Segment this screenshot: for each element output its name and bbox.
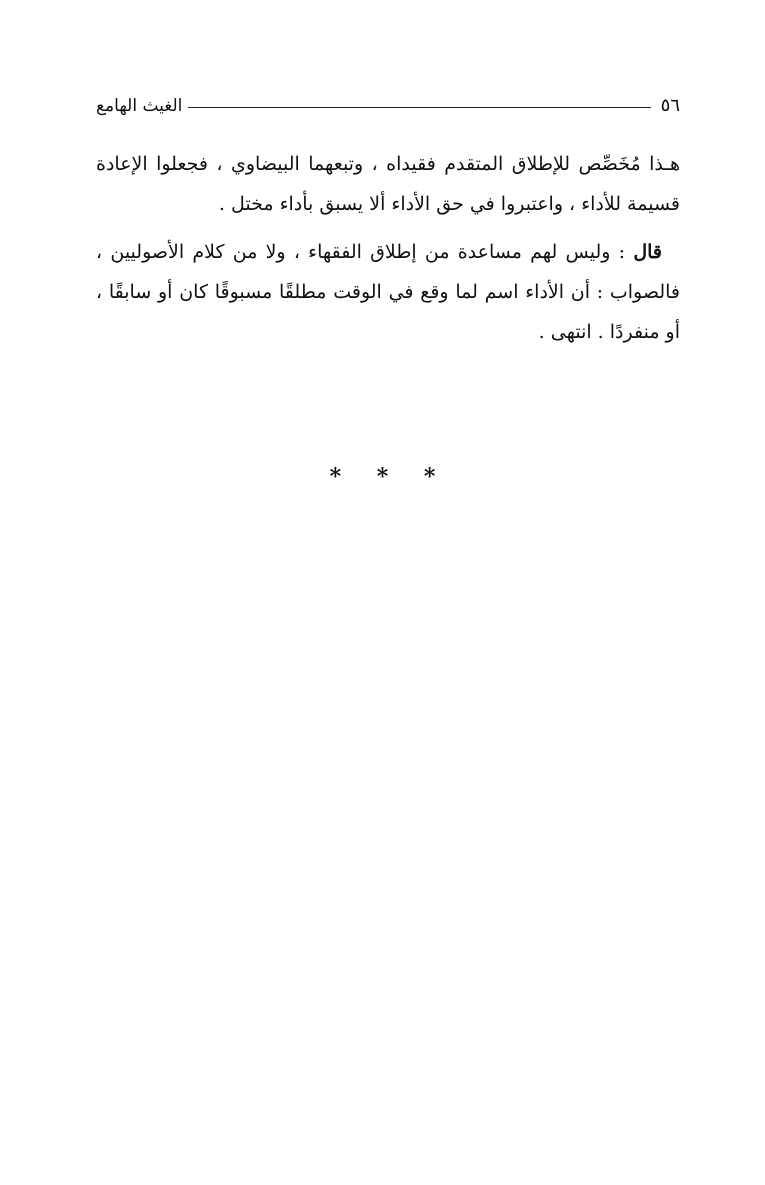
page-number: ٥٦ bbox=[660, 95, 680, 116]
running-header bbox=[96, 92, 680, 120]
header-book-title: الغيث الهامع bbox=[96, 95, 183, 116]
section-divider-asterisks: * * * bbox=[329, 464, 450, 490]
paragraph-lead-word: قال bbox=[633, 241, 662, 263]
header-rule bbox=[188, 107, 650, 108]
paragraph bbox=[96, 232, 680, 352]
paragraph: هـذا مُخَصِّص للإطلاق المتقدم فقيداه ، وتبعهما البيضاوي ، فجعلوا الإعادة قسيمة للأداء ، واعتبروا في حق الأداء ألا يسبق بأداء مختل . bbox=[96, 153, 680, 215]
paragraph-text: : وليس لهم مساعدة من إطلاق الفقهاء ، ولا من كلام الأصوليين ، فالصواب : أن الأداء اسم لما وقع في الوقت مطلقًا مسبوقًا كان أو سابقًا ، أو منفردًا . انتهى . bbox=[96, 241, 680, 343]
body-text bbox=[96, 144, 680, 352]
